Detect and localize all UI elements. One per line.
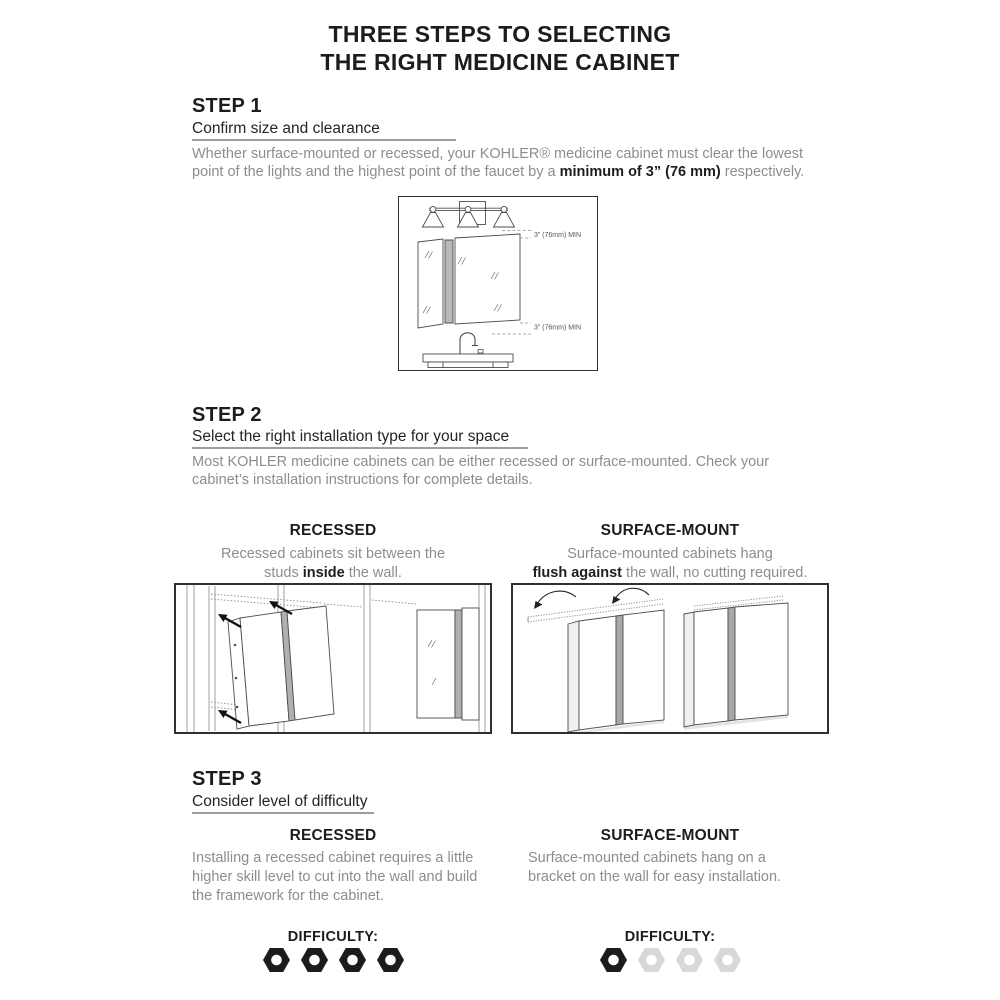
step2-body xyxy=(192,454,769,489)
step2-surface-header: SURFACE-MOUNT xyxy=(600,522,740,539)
nut-icon xyxy=(301,948,328,972)
step2-surface-desc-line2-bold: flush against xyxy=(532,564,623,581)
clearance-diagram-svg xyxy=(399,197,596,369)
step3-recessed-desc-line1: Installing a recessed cabinet requires a little xyxy=(192,850,474,866)
difficulty-label-recessed: DIFFICULTY: xyxy=(287,929,379,945)
recessed-diagram-svg xyxy=(176,585,490,732)
nut-icon xyxy=(714,948,741,972)
hanging-arrow-heads xyxy=(534,596,621,609)
nut-icon xyxy=(676,948,703,972)
step3-surface-desc-line2: bracket on the wall for easy installation. xyxy=(528,869,782,885)
step2-recessed-desc-line2-pre: studs xyxy=(264,564,303,581)
step2-heading: STEP 2 xyxy=(192,404,262,426)
step1-underline xyxy=(192,139,456,141)
clearance-top-label: 3” (76mm) MIN xyxy=(534,232,582,239)
step1-body xyxy=(192,146,804,181)
sink xyxy=(423,354,513,368)
hanging-arrows xyxy=(537,588,649,604)
step2-surface-desc-line2-post: the wall, no cutting required. xyxy=(622,564,808,581)
faucet xyxy=(460,333,483,354)
step1-heading: STEP 1 xyxy=(192,95,262,117)
page-title-line2: THE RIGHT MEDICINE CABINET xyxy=(320,49,680,75)
nut-icon xyxy=(600,948,627,972)
step2-body-line2: cabinet’s installation instructions for complete details. xyxy=(192,471,533,488)
step3-recessed-desc-line3: the framework for the cabinet. xyxy=(192,888,384,904)
recessed-cabinet xyxy=(228,606,334,729)
step2-body-line1: Most KOHLER medicine cabinets can be either recessed or surface-mounted. Check your xyxy=(192,454,770,470)
clearance-diagram xyxy=(398,196,598,371)
step1-body-line2-bold: minimum of 3” (76 mm) xyxy=(559,163,721,180)
step3-recessed-desc xyxy=(192,849,502,906)
page-title-line1: THREE STEPS TO SELECTING xyxy=(328,21,672,47)
step2-recessed-header: RECESSED xyxy=(289,522,377,539)
step1-subheading: Confirm size and clearance xyxy=(192,120,380,137)
step1-body-line1: Whether surface-mounted or recessed, your KOHLER® medicine cabinet must clear the lowest xyxy=(192,146,804,162)
step3-subheading: Consider level of difficulty xyxy=(192,793,368,810)
recessed-installation-diagram xyxy=(174,583,492,734)
difficulty-label-surface: DIFFICULTY: xyxy=(624,929,716,945)
surface-cabinet-right xyxy=(684,603,788,730)
nut-icon xyxy=(263,948,290,972)
step3-surface-header: SURFACE-MOUNT xyxy=(600,827,740,844)
step2-surface-desc-line1: Surface-mounted cabinets hang xyxy=(567,546,773,562)
installed-cabinet xyxy=(417,608,479,720)
step1-body-line2-post: respectively. xyxy=(720,163,805,180)
step3-recessed-header: RECESSED xyxy=(289,827,377,844)
step3-surface-desc-line1: Surface-mounted cabinets hang on a xyxy=(528,850,766,866)
step2-recessed-desc-line2-bold: inside xyxy=(302,564,345,581)
vanity-light xyxy=(423,202,515,228)
step3-recessed-desc-line2: higher skill level to cut into the wall and build xyxy=(192,869,478,885)
page-title xyxy=(0,20,1000,76)
step3-underline xyxy=(192,812,374,814)
step2-underline xyxy=(192,447,528,449)
step3-surface-desc xyxy=(528,849,838,887)
step2-recessed-desc-line1: Recessed cabinets sit between the xyxy=(220,546,446,562)
difficulty-rating-surface xyxy=(511,948,829,972)
medicine-cabinet xyxy=(418,234,520,328)
difficulty-rating-recessed xyxy=(174,948,492,972)
surface-cabinet-left xyxy=(568,610,664,732)
surface-mount-installation-diagram xyxy=(511,583,829,734)
step2-recessed-desc-line2-post: the wall. xyxy=(344,564,402,581)
nut-icon xyxy=(339,948,366,972)
surface-mount-diagram-svg xyxy=(513,585,827,732)
step2-recessed-desc xyxy=(174,545,492,582)
step2-surface-desc xyxy=(511,545,829,582)
step2-subheading: Select the right installation type for your space xyxy=(192,428,510,445)
step1-body-line2-pre: point of the lights and the highest point of the faucet by a xyxy=(192,163,560,180)
step3-heading: STEP 3 xyxy=(192,768,262,790)
clearance-bottom-label: 3” (76mm) MIN xyxy=(534,324,582,332)
nut-icon xyxy=(377,948,404,972)
nut-icon xyxy=(638,948,665,972)
